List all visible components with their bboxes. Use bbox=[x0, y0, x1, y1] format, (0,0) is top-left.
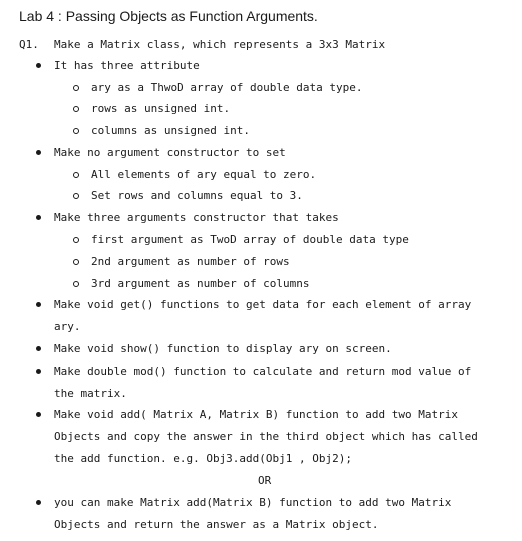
sub-item-third-arg: 3rd argument as number of columns bbox=[91, 277, 310, 290]
bullet-add-return: you can make Matrix add(Matrix B) function to add two Matrix bbox=[54, 496, 452, 509]
bullet-no-arg-constructor: Make no argument constructor to set bbox=[54, 146, 286, 159]
bullet-get-function: Make void get() functions to get data for each element of array bbox=[54, 298, 472, 311]
bullet-icon bbox=[36, 346, 41, 351]
bullet-add-function-cont1: Objects and copy the answer in the third object which has called bbox=[54, 430, 478, 443]
bullet-get-function-cont: ary. bbox=[54, 320, 81, 333]
bullet-add-function: Make void add( Matrix A, Matrix B) function to add two Matrix bbox=[54, 408, 458, 421]
sub-item-second-arg: 2nd argument as number of rows bbox=[91, 255, 290, 268]
bullet-icon bbox=[36, 412, 41, 417]
bullet-three-arg-constructor: Make three arguments constructor that takes bbox=[54, 211, 339, 224]
sub-bullet-icon bbox=[73, 193, 79, 199]
sub-bullet-icon bbox=[73, 128, 79, 134]
bullet-icon bbox=[36, 369, 41, 374]
bullet-icon bbox=[36, 302, 41, 307]
bullet-icon bbox=[36, 500, 41, 505]
question-intro: Make a Matrix class, which represents a 3x3 Matrix bbox=[54, 38, 386, 51]
question-number: Q1. bbox=[19, 38, 39, 51]
sub-item-zero: All elements of ary equal to zero. bbox=[91, 168, 317, 181]
or-separator: OR bbox=[258, 474, 272, 487]
sub-item-columns: columns as unsigned int. bbox=[91, 124, 250, 137]
bullet-icon bbox=[36, 215, 41, 220]
sub-item-set-three: Set rows and columns equal to 3. bbox=[91, 189, 303, 202]
bullet-mod-function-cont: the matrix. bbox=[54, 387, 127, 400]
sub-bullet-icon bbox=[73, 106, 79, 112]
sub-bullet-icon bbox=[73, 281, 79, 287]
sub-bullet-icon bbox=[73, 172, 79, 178]
page-title: Lab 4 : Passing Objects as Function Arguments. bbox=[19, 8, 318, 24]
bullet-attributes: It has three attribute bbox=[54, 59, 200, 72]
sub-bullet-icon bbox=[73, 237, 79, 243]
sub-item-rows: rows as unsigned int. bbox=[91, 102, 231, 115]
sub-bullet-icon bbox=[73, 259, 79, 265]
bullet-icon bbox=[36, 150, 41, 155]
bullet-icon bbox=[36, 63, 41, 68]
sub-bullet-icon bbox=[73, 85, 79, 91]
sub-item-ary: ary as a ThwoD array of double data type. bbox=[91, 81, 363, 94]
bullet-add-function-cont2: the add function. e.g. Obj3.add(Obj1 , Obj2); bbox=[54, 452, 353, 465]
bullet-show-function: Make void show() function to display ary on screen. bbox=[54, 342, 392, 355]
sub-item-first-arg: first argument as TwoD array of double data type bbox=[91, 233, 409, 246]
bullet-add-return-cont: Objects and return the answer as a Matrix object. bbox=[54, 518, 379, 531]
bullet-mod-function: Make double mod() function to calculate and return mod value of bbox=[54, 365, 472, 378]
